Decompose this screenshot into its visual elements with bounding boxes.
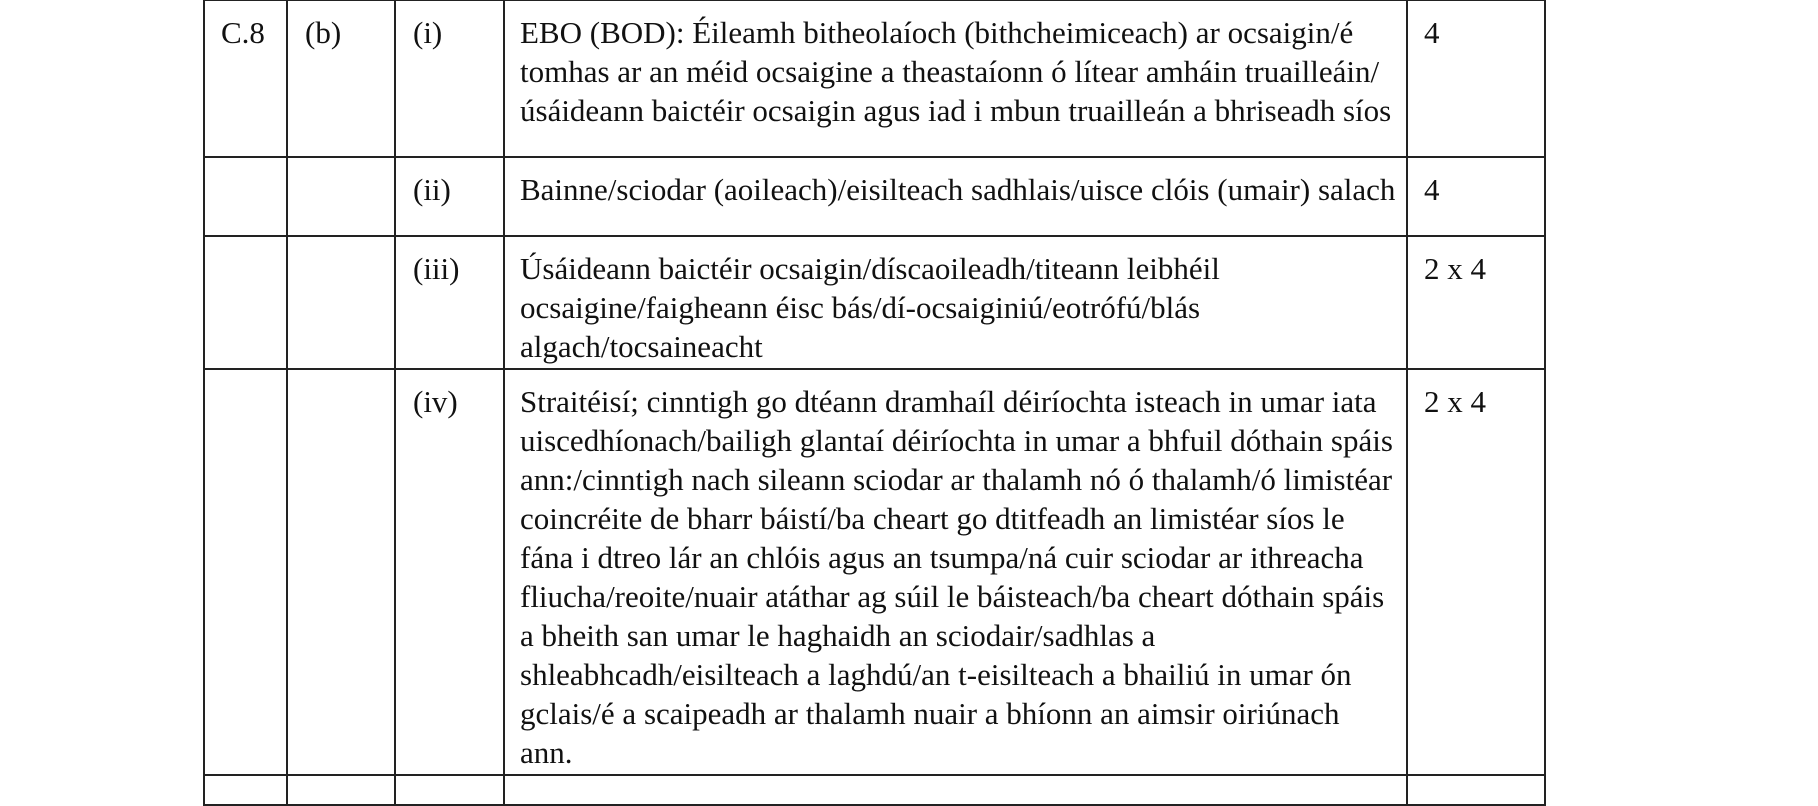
part-cell <box>287 369 395 775</box>
question-number-cell <box>204 157 287 236</box>
continuation-cell <box>395 775 504 805</box>
question-number-cell <box>204 369 287 775</box>
marks-cell <box>1407 236 1545 369</box>
answer-text: EBO (BOD): Éileamh bitheolaíoch (bithcheimiceach) ar ocsaigin/é tomhas ar an méid ocsaigine a theastaíonn ó lítear amháin truailleáin/úsáideann baictéir ocsaigin agus iad i mbun truailleán a bhriseadh síos <box>520 15 1392 128</box>
table-row <box>204 236 1545 369</box>
marks-cell <box>1407 369 1545 775</box>
marks-value: 2 x 4 <box>1424 384 1486 419</box>
marks-value: 4 <box>1424 15 1440 50</box>
sub-part-label: (iv) <box>413 384 458 419</box>
part-cell <box>287 157 395 236</box>
sub-part-cell <box>395 0 504 157</box>
continuation-cell <box>287 775 395 805</box>
answer-cell <box>504 0 1407 157</box>
part-label: (b) <box>305 15 342 50</box>
table-row-continuation <box>204 775 1545 805</box>
continuation-cell <box>1407 775 1545 805</box>
sub-part-label: (i) <box>413 15 443 50</box>
answer-text: Straitéisí; cinntigh go dtéann dramhaíl déiríochta isteach in umar iata uiscedhíonach/bailigh glantaí déiríochta in umar a bhfuil dóthain spáis ann:/cinntigh nach sileann sciodar ar thalamh nó ó thalamh/ó limistéar coincréite de bharr báistí/ba cheart go dtitfeadh an limistéar síos le fána i dtreo lár an chlóis agus an tsumpa/ná cuir sciodar ar ithreacha fliucha/reoite/nuair atáthar ag súil le báisteach/ba cheart dóthain spáis a bheith san umar le haghaidh an sciodair/sadhlas a shleabhcadh/eisilteach a laghdú/an t-eisilteach a bhailiú in umar ón gclais/é a scaipeadh ar thalamh nuair a bhíonn an aimsir oiriúnach ann. <box>520 384 1393 770</box>
marks-cell <box>1407 0 1545 157</box>
marks-value: 4 <box>1424 172 1440 207</box>
sub-part-label: (iii) <box>413 251 460 286</box>
marking-scheme-table <box>203 0 1546 806</box>
answer-text: Bainne/sciodar (aoileach)/eisilteach sadhlais/uisce clóis (umair) salach <box>520 172 1396 207</box>
sub-part-cell <box>395 236 504 369</box>
table-row <box>204 157 1545 236</box>
continuation-cell <box>504 775 1407 805</box>
part-cell <box>287 236 395 369</box>
part-cell <box>287 0 395 157</box>
answer-cell <box>504 236 1407 369</box>
question-number: C.8 <box>221 15 265 50</box>
marks-cell <box>1407 157 1545 236</box>
answer-cell <box>504 157 1407 236</box>
marks-value: 2 x 4 <box>1424 251 1486 286</box>
sub-part-cell <box>395 369 504 775</box>
answer-text: Úsáideann baictéir ocsaigin/díscaoileadh/titeann leibhéil ocsaigine/faigheann éisc bás/dí-ocsaiginiú/eotrófú/blás algach/tocsaineacht <box>520 251 1220 364</box>
question-number-cell <box>204 0 287 157</box>
table-row <box>204 369 1545 775</box>
answer-cell <box>504 369 1407 775</box>
sub-part-label: (ii) <box>413 172 451 207</box>
question-number-cell <box>204 236 287 369</box>
sub-part-cell <box>395 157 504 236</box>
table-row <box>204 0 1545 157</box>
continuation-cell <box>204 775 287 805</box>
